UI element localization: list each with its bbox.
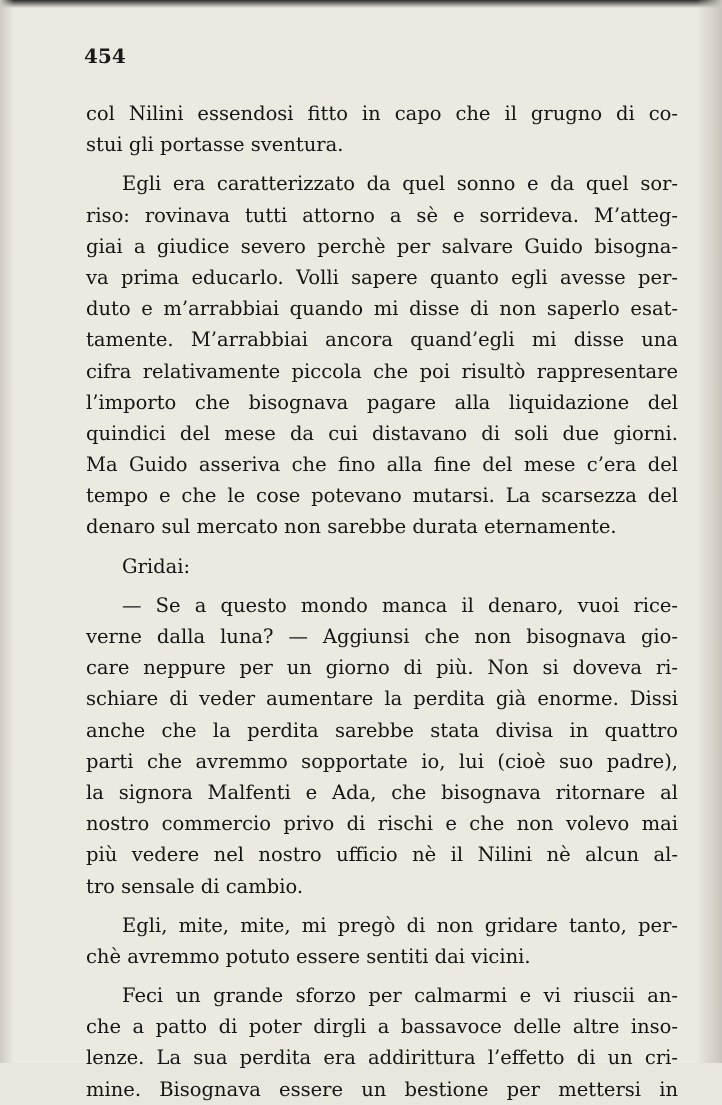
text-line: care neppure per un giorno di più. Non si doveva ri-	[86, 656, 678, 680]
text-line: schiare di veder aumentare la perdita già enorme. Dissi	[86, 687, 678, 711]
scan-left-edge	[0, 0, 14, 1063]
paragraph-gap	[86, 972, 678, 980]
paragraph	[86, 910, 678, 972]
text-line: quindici del mese da cui distavano di soli due giorni.	[86, 421, 678, 445]
text-line: Gridai:	[122, 554, 191, 578]
text-line: l’importo che bisognava pagare alla liquidazione del	[86, 390, 678, 414]
paragraph-gap	[86, 902, 678, 910]
text-line: parti che avremmo sopportate io, lui (cioè suo padre),	[86, 749, 678, 773]
page-number: 454	[84, 44, 126, 68]
text-line: denaro sul mercato non sarebbe durata eternamente.	[86, 515, 617, 539]
paragraph	[86, 98, 678, 160]
text-line: tro sensale di cambio.	[86, 874, 304, 898]
text-line: tamente. M’arrabbiai ancora quand’egli mi disse una	[86, 328, 678, 352]
text-line: va prima educarlo. Volli sapere quanto egli avesse per-	[86, 265, 678, 289]
text-line: nostro commercio privo di rischi e che non volevo mai	[86, 812, 678, 836]
paragraph-gap	[86, 160, 678, 168]
text-line: Egli era caratterizzato da quel sonno e da quel sor-	[122, 172, 678, 196]
paragraph-gap	[86, 543, 678, 551]
text-line: la signora Malfenti e Ada, che bisognava ritornare al	[86, 780, 678, 804]
text-line: mine. Bisognava essere un bestione per mettersi in	[86, 1077, 678, 1101]
paragraph	[86, 980, 678, 1105]
text-line: cifra relativamente piccola che poi risultò rappresentare	[86, 359, 678, 383]
paragraph	[86, 590, 678, 902]
text-line: duto e m’arrabbiai quando mi disse di non saperlo esat-	[86, 297, 678, 321]
paragraph	[86, 168, 678, 542]
scan-right-edge	[696, 0, 722, 1063]
text-line: che a patto di poter dirgli a bassavoce delle altre inso-	[86, 1015, 678, 1039]
text-line: più vedere nel nostro ufficio nè il Nilini nè alcun al-	[86, 843, 678, 867]
scan-top-edge	[0, 0, 722, 8]
body-text	[86, 98, 678, 1105]
text-line: — Se a questo mondo manca il denaro, vuoi rice-	[122, 593, 678, 617]
text-line: col Nilini essendosi fitto in capo che il grugno di co-	[86, 102, 678, 125]
text-line: verne dalla luna? — Aggiunsi che non bisognava gio-	[86, 625, 678, 648]
text-line: anche che la perdita sarebbe stata divisa in quattro	[86, 718, 678, 742]
text-line: Feci un grande sforzo per calmarmi e vi riuscii an-	[122, 984, 678, 1008]
text-line: chè avremmo potuto essere sentiti dai vicini.	[86, 944, 531, 968]
text-line: lenze. La sua perdita era addirittura l’effetto di un cri-	[86, 1046, 678, 1070]
text-line: Ma Guido asseriva che fino alla fine del mese c’era del	[86, 453, 678, 477]
text-line: tempo e che le cose potevano mutarsi. La scarsezza del	[86, 484, 678, 508]
paragraph-gap	[86, 582, 678, 590]
text-line: stui gli portasse sventura.	[86, 133, 344, 157]
text-line: giai a giudice severo perchè per salvare Guido bisogna-	[86, 234, 678, 258]
text-line: riso: rovinava tutti attorno a sè e sorrideva. M’atteg-	[86, 203, 678, 227]
text-line: Egli, mite, mite, mi pregò di non gridare tanto, per-	[122, 913, 678, 937]
paragraph	[86, 551, 678, 582]
